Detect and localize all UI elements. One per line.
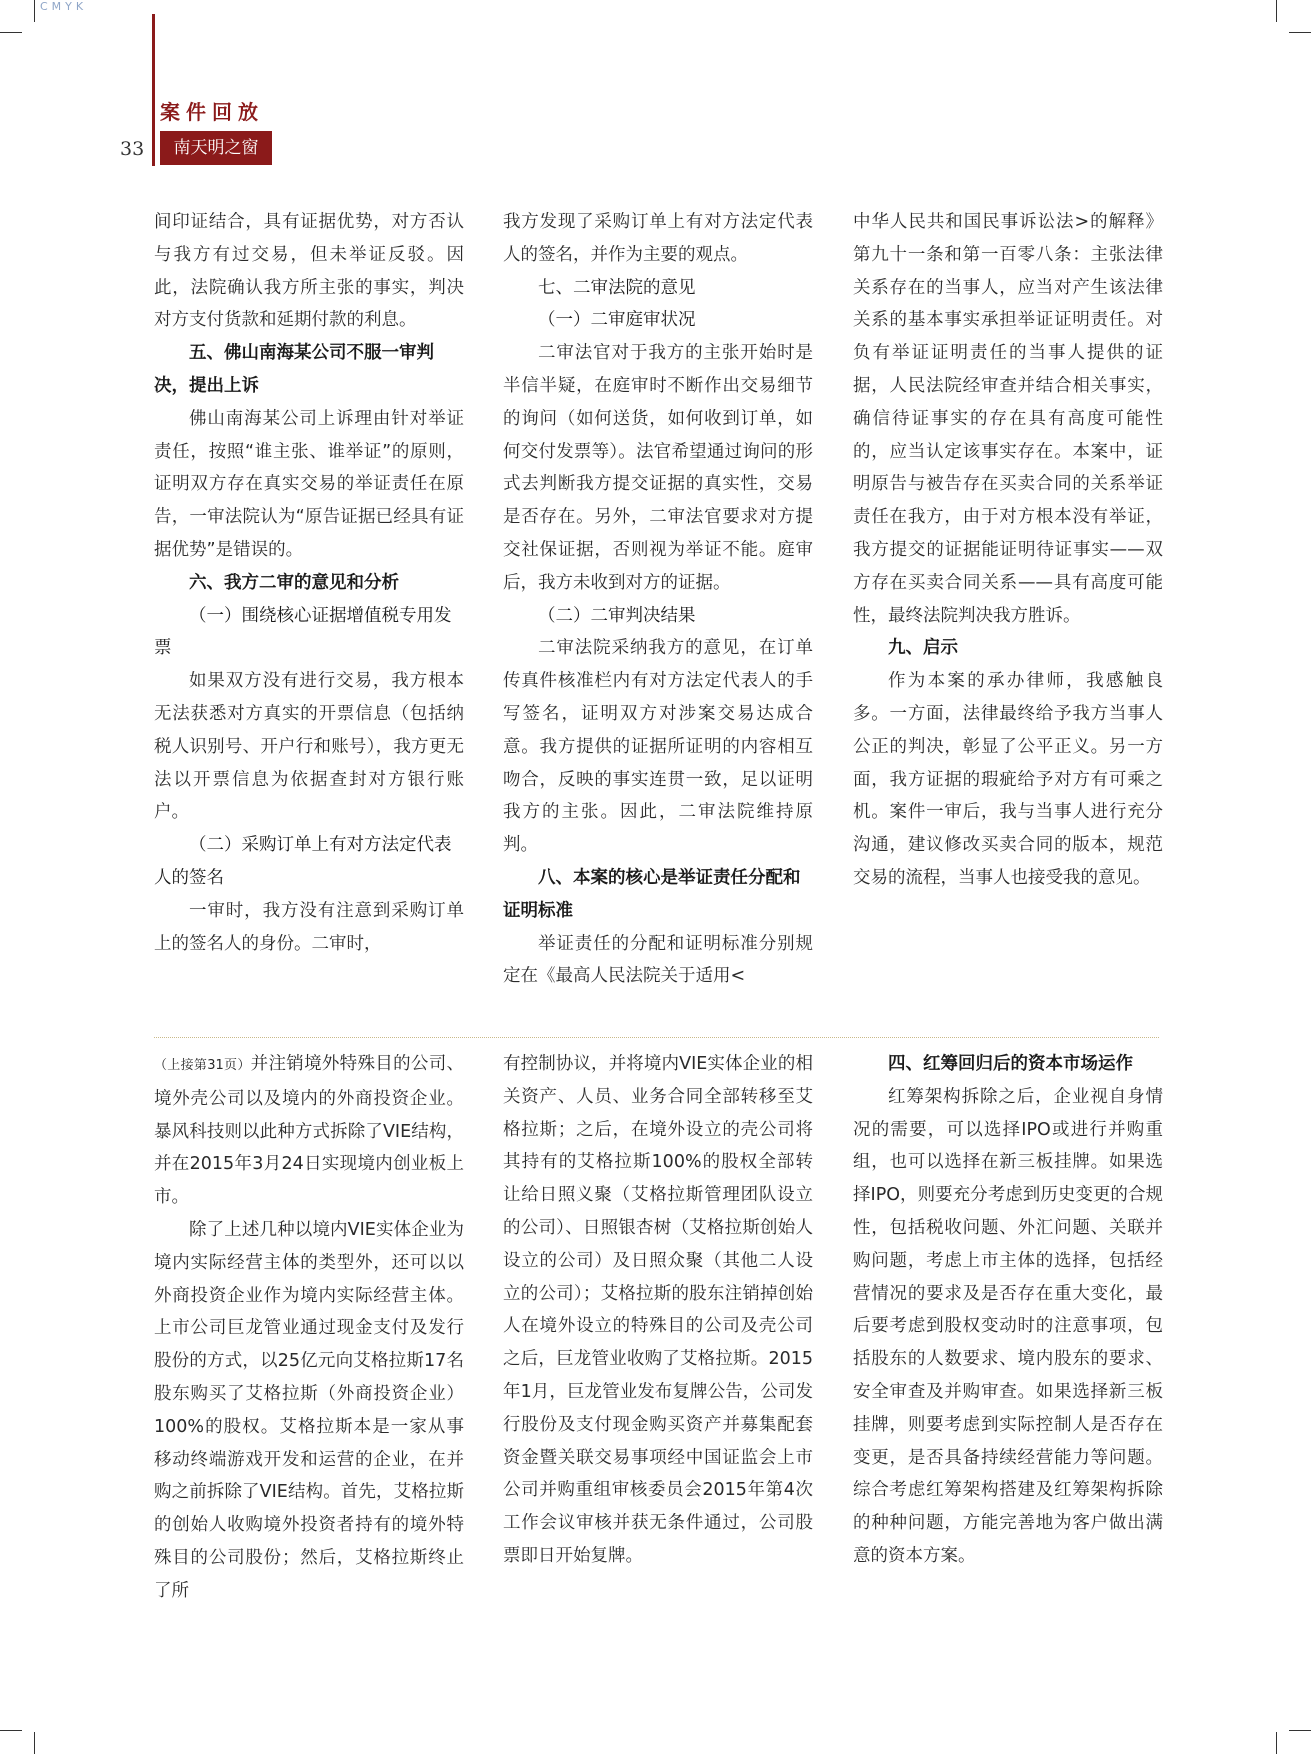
subheading: （一）二审庭审状况 xyxy=(538,310,696,331)
paragraph: 红筹架构拆除之后，企业视自身情况的需要，可以选择IPO或进行并购重组，也可以选择在新三板挂牌。如果选择IPO，则要充分考虑到历史变更的合规性，包括税收问题、外汇问题、关联并购问题，考虑上市主体的选择，包括经营情况的要求及是否存在重大变化，最后要考虑到股权变动时的注意事项，包括股东的人数要求、境内股东的要求、安全审查及并购审查。如果选择新三板挂牌，则要考虑到实际控制人是否存在变更，是否具备持续经营能力等问题。综合考虑红筹架构搭建及红筹架构拆除的种种问题，方能完善地为客户做出满意的资本方案。 xyxy=(853,1086,1163,1566)
crop-mark xyxy=(1289,1730,1311,1731)
crop-mark xyxy=(1276,1732,1277,1754)
subheading: 四、红筹回归后的资本市场运作 xyxy=(888,1054,1133,1074)
header-rule xyxy=(152,14,155,166)
subheading: 七、二审法院的意见 xyxy=(538,277,696,298)
article-column-2 xyxy=(503,206,813,993)
section-title: 案件回放 xyxy=(160,100,264,124)
section-divider xyxy=(154,1037,1159,1038)
crop-mark xyxy=(1276,0,1277,22)
paragraph: 有控制协议，并将境内VIE实体企业的相关资产、人员、业务合同全部转移至艾格拉斯；之后，在境外设立的壳公司将其持有的艾格拉斯100%的股权全部转让给日照义聚（艾格拉斯管理团队设立的公司）、日照银杏树（艾格拉斯创始人设立的公司）及日照众聚（其他二人设立的公司）；艾格拉斯的股东注销掉创始人在境外设立的特殊目的公司及壳公司之后，巨龙管业收购了艾格拉斯。2015年1月，巨龙管业发布复牌公告，公司发行股份及支付现金购买资产并募集配套资金暨关联交易事项经中国证监会上市公司并购重组审核委员会2015年第4次工作会议审核并获无条件通过，公司股票即日开始复牌。 xyxy=(503,1054,813,1566)
subheading: 八、本案的核心是举证责任分配和证明标准 xyxy=(503,867,801,921)
subheading: （二）二审判决结果 xyxy=(538,605,696,626)
paragraph: 中华人民共和国民事诉讼法>的解释》第九十一条和第一百零八条：主张法律关系存在的当事人，应当对产生该法律关系的基本事实承担举证证明责任。对负有举证证明责任的当事人提供的证据，人民法院经审查并结合相关事实，确信待证事实的存在具有高度可能性的，应当认定该事实存在。本案中，证明原告与被告存在买卖合同的关系举证责任在我方，由于对方根本没有举证，我方提交的证据能证明待证事实——双方存在买卖合同关系——具有高度可能性，最终法院判决我方胜诉。 xyxy=(853,212,1163,626)
paragraph: 二审法官对于我方的主张开始时是半信半疑，在庭审时不断作出交易细节的询问（如何送货，如何收到订单，如何交付发票等）。法官希望通过询问的形式去判断我方提交证据的真实性，交易是否存在。另外，二审法官要求对方提交社保证据，否则视为举证不能。庭审后，我方未收到对方的证据。 xyxy=(503,343,813,593)
paragraph: 我方发现了采购订单上有对方法定代表人的签名，并作为主要的观点。 xyxy=(503,212,813,265)
paragraph: 二审法院采纳我方的意见，在订单传真件核准栏内有对方法定代表人的手写签名，证明双方对涉案交易达成合意。我方提供的证据所证明的内容相互吻合，反映的事实连贯一致，足以证明我方的主张。因此，二审法院维持原判。 xyxy=(503,638,813,856)
paragraph: 作为本案的承办律师，我感触良多。一方面，法律最终给予我方当事人公正的判决，彰显了公平正义。另一方面，我方证据的瑕疵给予对方有可乘之机。案件一审后，我与当事人进行充分沟通，建议修改买卖合同的版本，规范交易的流程，当事人也接受我的意见。 xyxy=(853,671,1163,888)
paragraph: 一审时，我方没有注意到采购订单上的签名人的身份。二审时， xyxy=(154,900,464,954)
crop-mark xyxy=(34,1732,35,1754)
continued-column-3 xyxy=(853,1048,1163,1573)
paragraph: 佛山南海某公司上诉理由针对举证责任，按照“谁主张、谁举证”的原则，证明双方存在真实交易的举证责任在原告，一审法院认为“原告证据已经具有证据优势”是错误的。 xyxy=(154,408,464,560)
column-name-tag: 南天明之窗 xyxy=(160,131,272,165)
page-number: 33 xyxy=(120,138,145,160)
cmyk-marks: CMYK xyxy=(40,0,88,13)
subheading: （二）采购订单上有对方法定代表人的签名 xyxy=(154,835,452,888)
paragraph: 如果双方没有进行交易，我方根本无法获悉对方真实的开票信息（包括纳税人识别号、开户行和账号），我方更无法以开票信息为依据查封对方银行账户。 xyxy=(154,671,464,823)
continued-from-note: （上接第31页） xyxy=(154,1058,251,1073)
paragraph: 间印证结合，具有证据优势，对方否认与我方有过交易，但未举证反驳。因此，法院确认我方所主张的事实，判决对方支付货款和延期付款的利息。 xyxy=(154,212,464,331)
continued-paragraph xyxy=(154,1048,464,1214)
subheading: 五、佛山南海某公司不服一审判决，提出上诉 xyxy=(154,343,434,396)
crop-mark xyxy=(0,1730,22,1731)
paragraph-text: 并注销境外特殊目的公司、境外壳公司以及境内的外商投资企业。暴风科技则以此种方式拆除了VIE结构，并在2015年3月24日实现境内创业板上市。 xyxy=(154,1054,465,1208)
subheading: 九、启示 xyxy=(888,638,958,659)
crop-mark xyxy=(1289,32,1311,33)
paragraph: 除了上述几种以境内VIE实体企业为境内实际经营主体的类型外，还可以以外商投资企业作为境内实际经营主体。上市公司巨龙管业通过现金支付及发行股份的方式，以25亿元向艾格拉斯17名股东购买了艾格拉斯（外商投资企业）100%的股权。艾格拉斯本是一家从事移动终端游戏开发和运营的企业，在并购之前拆除了VIE结构。首先，艾格拉斯的创始人收购境外投资者持有的境外特殊目的公司股份；然后，艾格拉斯终止了所 xyxy=(154,1219,464,1601)
continued-column-2 xyxy=(503,1048,813,1573)
crop-mark xyxy=(0,32,22,33)
continued-column-1 xyxy=(154,1048,464,1608)
subheading: 六、我方二审的意见和分析 xyxy=(189,572,399,593)
paragraph: 举证责任的分配和证明标准分别规定在《最高人民法院关于适用< xyxy=(503,933,813,987)
crop-mark xyxy=(34,0,35,22)
column-body xyxy=(154,1214,464,1608)
article-column-3 xyxy=(853,206,1163,895)
article-column-1 xyxy=(154,206,464,960)
subheading: （一）围绕核心证据增值税专用发票 xyxy=(154,605,452,659)
